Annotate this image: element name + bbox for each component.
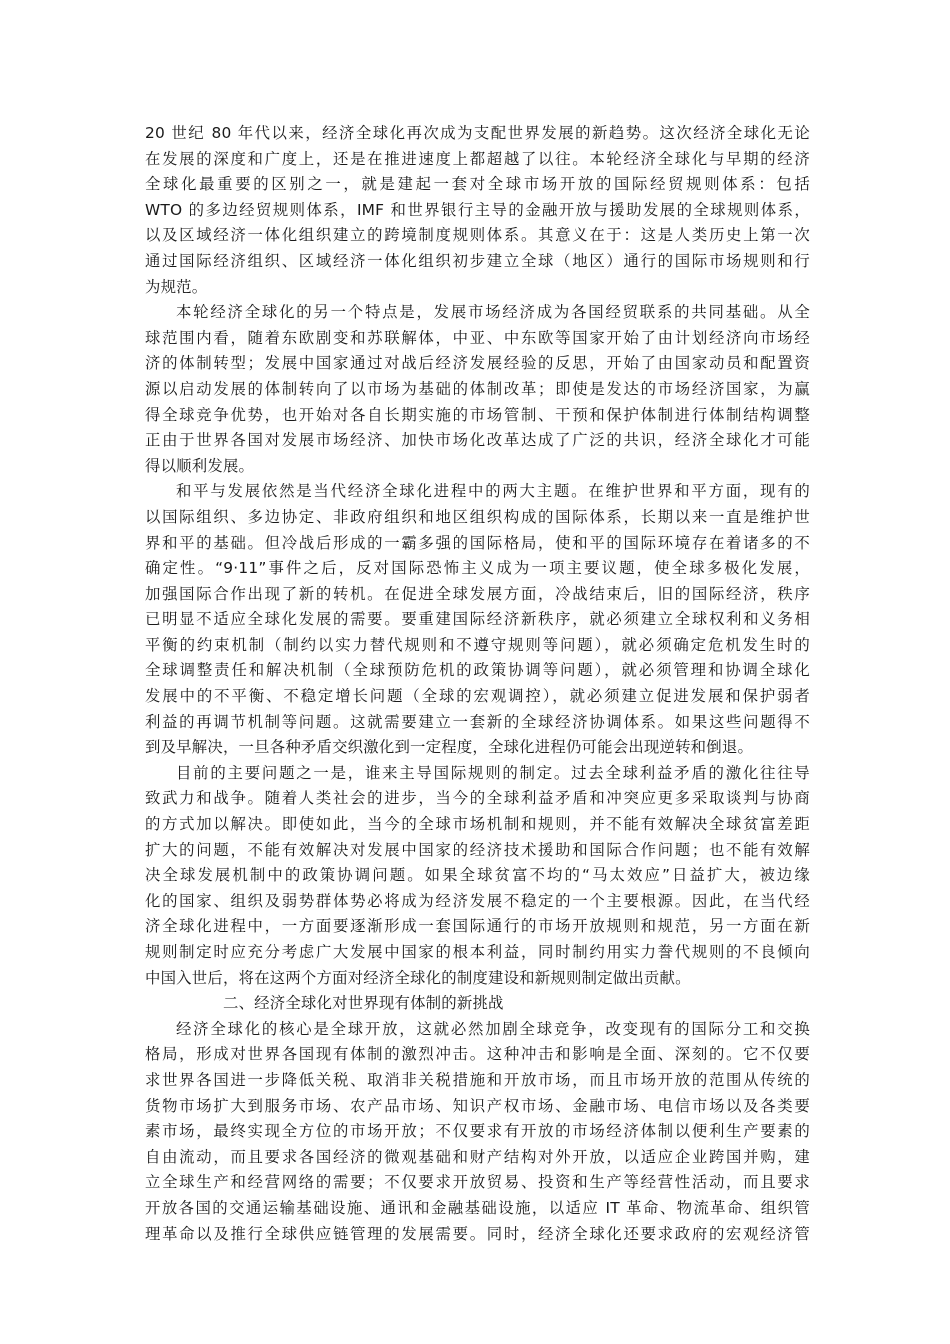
paragraph-5 [145,1017,810,1247]
text-line: 20 世纪 80 年代以来，经济全球化再次成为支配世界发展的新趋势。这次经济全球化无论 [145,124,810,142]
text-line: 已明显不适应全球化发展的需要。要重建国际经济新秩序，就必须建立全球权利和义务相 [145,610,810,629]
text-line: 以及区域经济一体化组织建立的跨境制度规则体系。其意义在于：这是人类历史上第一次 [145,226,810,245]
paragraph-1 [145,121,810,300]
text-line: 的方式加以解决。即使如此，当今的全球市场机制和规则，并不能有效解决全球贫富差距 [145,815,810,834]
text-line: 自由流动，而且要求各国经济的微观基础和财产结构对外开放，以适应企业跨国并购，建 [145,1147,810,1166]
text-line: 发展中的不平衡、不稳定增长问题（全球的宏观调控），就必须建立促进发展和保护弱者 [145,687,810,706]
text-line: WTO 的多边经贸规则体系，IMF 和世界银行主导的金融开放与援助发展的全球规则体系， [145,200,810,219]
text-line: 源以启动发展的体制转向了以市场为基础的体制改革；即使是发达的市场经济国家，为赢 [145,379,810,398]
document-page [145,121,810,1247]
text-line: 求世界各国进一步降低关税、取消非关税措施和开放市场，而且市场开放的范围从传统的 [145,1070,810,1089]
text-line: 格局，形成对世界各国现有体制的激烈冲击。这种冲击和影响是全面、深刻的。它不仅要 [145,1045,810,1064]
text-line: 经济全球化的核心是全球开放，这就必然加剧全球竞争，改变现有的国际分工和交换 [176,1019,810,1038]
text-line: 中国入世后，将在这两个方面对经济全球化的制度建设和新规则制定做出贡献。 [145,968,691,987]
text-line: 和平与发展依然是当代经济全球化进程中的两大主题。在维护世界和平方面，现有的 [176,482,810,501]
text-line: 以国际组织、多边协定、非政府组织和地区组织构成的国际体系，长期以来一直是维护世 [145,507,810,526]
text-line: 利益的再调节机制等问题。这就需要建立一套新的全球经济协调体系。如果这些问题得不 [145,712,810,731]
text-line: 规则制定时应充分考虑广大发展中国家的根本利益，同时制约用实力誊代规则的不良倾向 [145,943,810,961]
text-line: 通过国际经济组织、区域经济一体化组织初步建立全球（地区）通行的国际市场规则和行 [145,251,810,270]
paragraph-4 [145,761,810,991]
text-line: 立全球生产和经营网络的需要；不仅要求开放贸易、投资和生产等经营性活动，而且要求 [145,1173,810,1192]
text-line: 确定性。“9·11”事件之后，反对国际恐怖主义成为一项主要议题，使全球多极化发展， [145,559,810,578]
text-line: 目前的主要问题之一是，谁来主导国际规则的制定。过去全球利益矛盾的激化往往导 [176,763,810,782]
text-line: 为规范。 [145,277,208,296]
text-line: 得全球竞争优势，也开始对各自长期实施的市场管制、干预和保护体制进行体制结构调整 [145,405,810,424]
text-line: 球范围内看，随着东欧剧变和苏联解体，中亚、中东欧等国家开始了由计划经济向市场经 [145,328,810,347]
text-line: 扩大的问题，不能有效解决对发展中国家的经济技术援助和国际合作问题；也不能有效解 [145,840,810,859]
text-line: 全球调整责任和解决机制（全球预防危机的政策协调等问题），就必须管理和协调全球化 [145,661,810,680]
section-heading: 二、经济全球化对世界现有体制的新挑战 [223,994,504,1013]
text-line: 决全球发展机制中的政策协调问题。如果全球贫富不均的“马太效应”日益扩大，被边缘 [145,866,810,885]
text-line: 货物市场扩大到服务市场、农产品市场、知识产权市场、金融市场、电信市场以及各类要 [145,1096,810,1115]
text-line: 济全球化进程中，一方面要逐渐形成一套国际通行的市场开放规则和规范，另一方面在新 [145,917,810,936]
text-line: 致武力和战争。随着人类社会的进步，当今的全球利益矛盾和冲突应更多采取谈判与协商 [145,789,810,808]
text-line: 得以顺利发展。 [145,456,255,475]
text-line: 济的体制转型；发展中国家通过对战后经济发展经验的反思，开始了由国家动员和配置资 [145,354,810,373]
paragraph-3 [145,479,810,761]
text-line: 理革命以及推行全球供应链管理的发展需要。同时，经济全球化还要求政府的宏观经济管 [145,1224,810,1243]
text-line: 加强国际合作出现了新的转机。在促进全球发展方面，冷战结束后，旧的国际经济，秩序 [145,584,810,603]
text-line: 本轮经济全球化的另一个特点是，发展市场经济成为各国经贸联系的共同基础。从全 [176,303,810,322]
text-line: 开放各国的交通运输基础设施、通讯和金融基础设施，以适应 IT 革命、物流革命、组织管 [145,1198,810,1217]
text-line: 界和平的基础。但冷战后形成的一霸多强的国际格局，使和平的国际环境存在着诸多的不 [145,533,810,552]
text-line: 到及早解决，一旦各种矛盾交织激化到一定程度，全球化进程仍可能会出现逆转和倒退。 [145,738,754,757]
text-line: 正由于世界各国对发展市场经济、加快市场化改革达成了广泛的共识，经济全球化才可能 [145,431,810,450]
text-line: 全球化最重要的区别之一，就是建起一套对全球市场开放的国际经贸规则体系：包括 [145,175,810,194]
text-line: 素市场，最终实现全方位的市场开放；不仅要求有开放的市场经济体制以便利生产要素的 [145,1122,810,1141]
text-line: 化的国家、组织及弱势群体势必将成为经济发展不稳定的一个主要根源。因此，在当代经 [145,891,810,910]
paragraph-2 [145,300,810,479]
text-line: 平衡的约束机制（制约以实力替代规则和不遵守规则等问题），就必须确定危机发生时的 [145,635,810,654]
text-line: 在发展的深度和广度上，还是在推进速度上都超越了以往。本轮经济全球化与早期的经济 [145,149,810,168]
